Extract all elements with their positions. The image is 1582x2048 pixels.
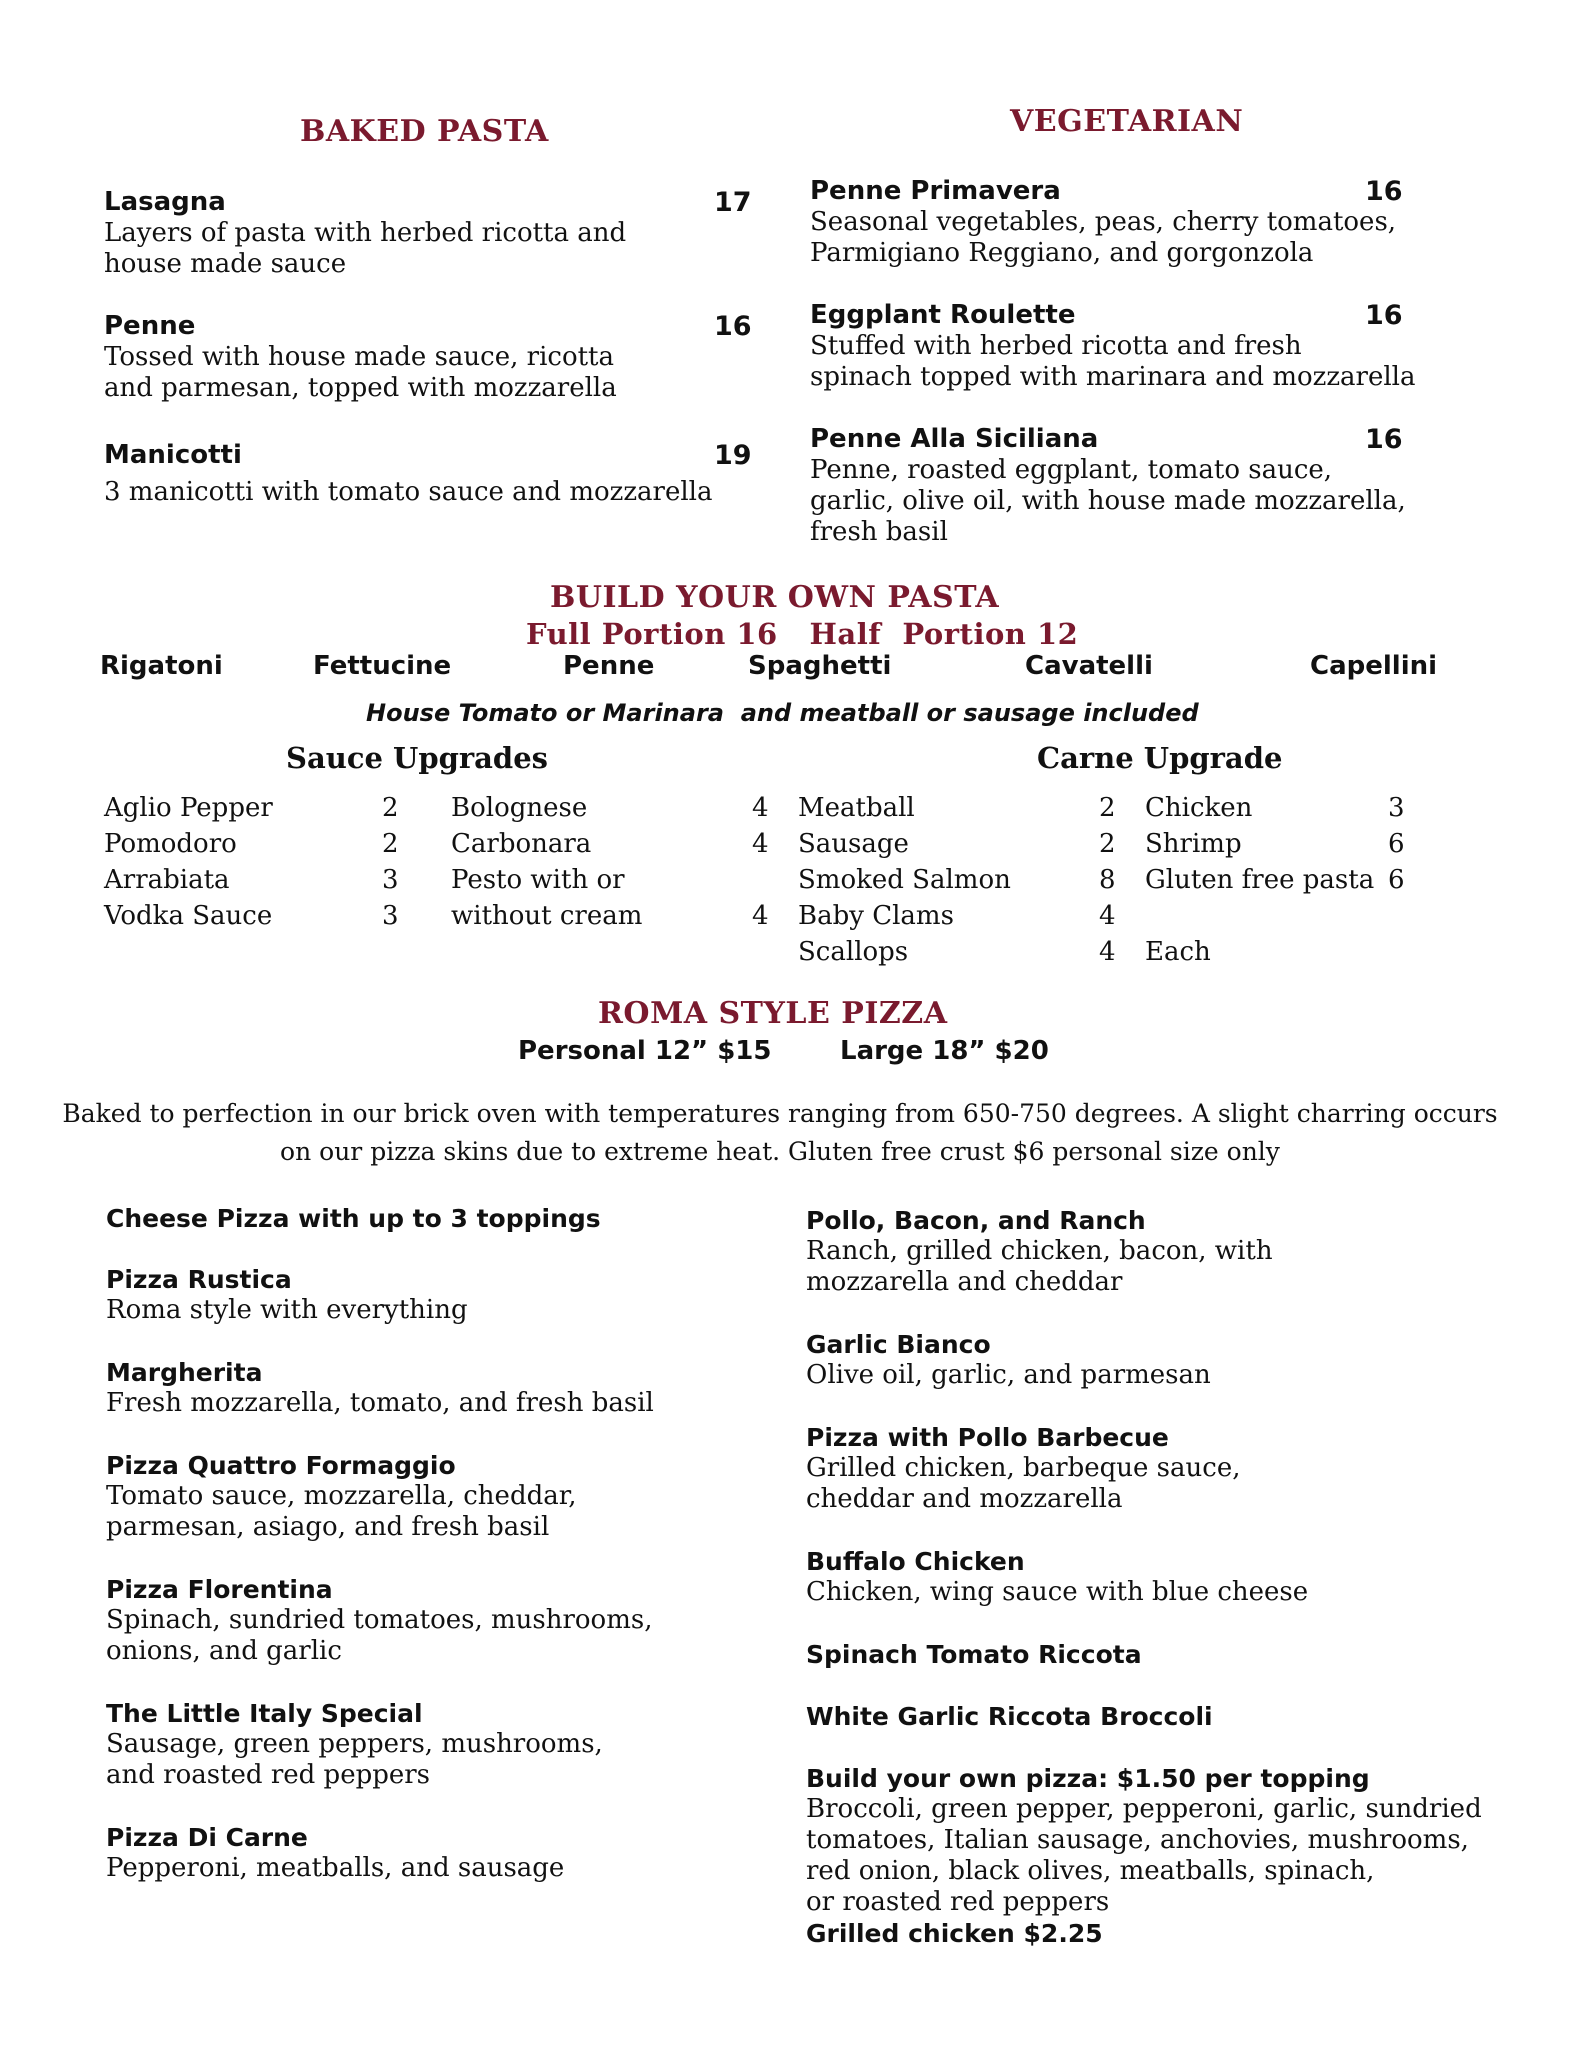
menu-item [810, 176, 1510, 269]
item-price: 16 [1365, 300, 1403, 331]
pizza-item [806, 1763, 1536, 1949]
upgrade-name: Smoked Salmon [798, 865, 1011, 895]
pizza-name: Pizza with Pollo Barbecue [806, 1423, 1169, 1452]
pizza-name: Pizza Di Carne [106, 1823, 308, 1852]
upgrade-row [798, 826, 1128, 862]
menu-item [810, 300, 1510, 393]
pizza-description: Spinach, sundried tomatoes, mushrooms, onions, and garlic [106, 1605, 653, 1666]
upgrade-row [1145, 898, 1455, 934]
pizza-name: Cheese Pizza with up to 3 toppings [106, 1204, 601, 1233]
upgrade-name: without cream [451, 901, 643, 931]
pizza-description: Grilled chicken, barbeque sauce, cheddar and mozzarella [806, 1453, 1241, 1514]
upgrade-row [104, 862, 404, 898]
upgrade-row [798, 898, 1128, 934]
build-pasta-heading: BUILD YOUR OWN PASTA [550, 580, 1000, 615]
upgrade-price: 2 [1099, 829, 1116, 859]
carne-upgrades-list [1145, 790, 1455, 970]
upgrade-name: Vodka Sauce [104, 901, 273, 931]
upgrade-row [798, 862, 1128, 898]
menu-item [104, 440, 754, 508]
upgrade-price: 3 [1388, 793, 1405, 823]
pizza-item [106, 1698, 746, 1791]
upgrade-row [451, 790, 781, 826]
carne-upgrade-heading: Carne Upgrade [1037, 741, 1283, 775]
upgrade-name: Sausage [798, 829, 909, 859]
item-price: 19 [714, 440, 752, 471]
upgrade-row [1145, 826, 1455, 862]
upgrade-price: 6 [1388, 829, 1405, 859]
upgrade-price: 6 [1388, 865, 1405, 895]
pizza-item [106, 1574, 746, 1667]
pasta-shape: Capellini [1310, 651, 1438, 681]
pizza-name: White Garlic Riccota Broccoli [806, 1702, 1213, 1731]
large-size-price: Large 18” $20 [840, 1036, 1049, 1066]
personal-size-price: Personal 12” $15 [518, 1036, 772, 1066]
upgrade-name: Chicken [1145, 793, 1253, 823]
upgrade-row [798, 790, 1128, 826]
pizza-item [806, 1329, 1526, 1391]
pizza-name: Build your own pizza: $1.50 per topping [806, 1764, 1370, 1793]
upgrade-row [104, 826, 404, 862]
pizza-name: Garlic Bianco [806, 1330, 991, 1359]
baked-pasta-heading: BAKED PASTA [300, 114, 549, 149]
upgrade-name: Pomodoro [104, 829, 237, 859]
pizza-item [806, 1701, 1526, 1732]
pizza-name: The Little Italy Special [106, 1699, 423, 1728]
item-name: Manicotti [104, 440, 242, 470]
pizza-item [806, 1639, 1526, 1670]
item-description: 3 manicotti with tomato sauce and mozzarella [104, 477, 713, 507]
item-price: 17 [714, 187, 752, 218]
pizza-name: Pizza Quattro Formaggio [106, 1451, 456, 1480]
pizza-description: Broccoli, green pepper, pepperoni, garlic, sundried tomatoes, Italian sausage, anchovies, mushrooms, red onion, black olives, meatballs, spinach, or roasted red peppers [806, 1794, 1482, 1917]
upgrade-price: 8 [1099, 865, 1116, 895]
pizza-description: Roma style with everything [106, 1295, 468, 1325]
upgrade-row [104, 898, 404, 934]
item-name: Penne Alla Siciliana [810, 424, 1099, 454]
pizza-item [806, 1422, 1526, 1515]
item-description: Penne, roasted eggplant, tomato sauce, garlic, olive oil, with house made mozzarella, fresh basil [810, 455, 1406, 547]
pasta-shape: Spaghetti [748, 651, 892, 681]
pasta-shape: Fettucine [313, 651, 452, 681]
upgrade-row [1145, 790, 1455, 826]
upgrade-name: Each [1145, 937, 1211, 967]
grilled-chicken-price: Grilled chicken $2.25 [806, 1919, 1103, 1948]
upgrade-name: Baby Clams [798, 901, 954, 931]
pizza-description: Olive oil, garlic, and parmesan [806, 1360, 1211, 1390]
upgrade-price: 4 [752, 901, 769, 931]
menu-item [810, 424, 1510, 548]
pizza-description: Chicken, wing sauce with blue cheese [806, 1577, 1309, 1607]
sauce-upgrades-list [104, 790, 404, 934]
item-price: 16 [1365, 176, 1403, 207]
vegetarian-heading: VEGETARIAN [1010, 104, 1244, 139]
pizza-description: Pepperoni, meatballs, and sausage [106, 1853, 565, 1883]
pizza-item [806, 1546, 1526, 1608]
upgrade-name: Arrabiata [104, 865, 230, 895]
pizza-heading: ROMA STYLE PIZZA [598, 996, 948, 1031]
upgrade-name: Bolognese [451, 793, 588, 823]
pizza-item [106, 1264, 746, 1326]
pizza-description: Sausage, green peppers, mushrooms, and roasted red peppers [106, 1729, 603, 1790]
pizza-name: Pollo, Bacon, and Ranch [806, 1206, 1146, 1235]
pizza-name: Margherita [106, 1358, 263, 1387]
upgrade-price: 2 [382, 829, 399, 859]
upgrade-price: 4 [1099, 937, 1116, 967]
upgrade-row [1145, 934, 1455, 970]
upgrade-price: 4 [752, 829, 769, 859]
upgrade-name: Shrimp [1145, 829, 1242, 859]
item-description: Seasonal vegetables, peas, cherry tomatoes, Parmigiano Reggiano, and gorgonzola [810, 207, 1397, 268]
upgrade-price: 4 [1099, 901, 1116, 931]
item-name: Penne Primavera [810, 176, 1061, 206]
pizza-item [106, 1822, 746, 1884]
pizza-description: Ranch, grilled chicken, bacon, with mozzarella and cheddar [806, 1236, 1273, 1297]
pizza-name: Pizza Rustica [106, 1265, 292, 1294]
pizza-description: Tomato sauce, mozzarella, cheddar, parmesan, asiago, and fresh basil [106, 1481, 577, 1542]
pizza-item [106, 1203, 746, 1234]
pizza-name: Pizza Florentina [106, 1575, 333, 1604]
pizza-intro: Baked to perfection in our brick oven with temperatures ranging from 650-750 degrees. A slight charring occurs on our pizza skins due to extreme heat. Gluten free crust $6 personal size only [62, 1099, 1498, 1166]
pasta-shape: Rigatoni [100, 651, 223, 681]
pasta-shape: Penne [563, 651, 655, 681]
upgrade-price: 2 [382, 793, 399, 823]
menu-item [104, 187, 754, 280]
upgrade-row [1145, 862, 1455, 898]
item-description: Layers of pasta with herbed ricotta and house made sauce [104, 218, 627, 279]
upgrade-price: 3 [382, 865, 399, 895]
upgrade-price: 4 [752, 793, 769, 823]
item-description: Stuffed with herbed ricotta and fresh spinach topped with marinara and mozzarella [810, 331, 1416, 392]
pizza-description: Fresh mozzarella, tomato, and fresh basil [106, 1388, 654, 1418]
item-name: Penne [104, 311, 196, 341]
portion-prices: Full Portion 16 Half Portion 12 [526, 617, 1079, 651]
upgrade-name: Scallops [798, 937, 909, 967]
upgrade-name: Carbonara [451, 829, 592, 859]
upgrade-row [451, 898, 781, 934]
pizza-item [106, 1357, 746, 1419]
item-name: Eggplant Roulette [810, 300, 1076, 330]
included-note: House Tomato or Marinara and meatball or sausage included [366, 699, 1199, 727]
item-name: Lasagna [104, 187, 226, 217]
upgrade-row [451, 826, 781, 862]
sauce-upgrades-list [451, 790, 781, 934]
upgrade-row [104, 790, 404, 826]
upgrade-row [451, 862, 781, 898]
menu-item [104, 311, 754, 404]
pizza-item [106, 1450, 746, 1543]
pizza-item [806, 1205, 1526, 1298]
item-price: 16 [714, 311, 752, 342]
upgrade-price: 3 [382, 901, 399, 931]
pizza-name: Buffalo Chicken [806, 1547, 1025, 1576]
upgrade-name: Aglio Pepper [104, 793, 273, 823]
item-description: Tossed with house made sauce, ricotta and parmesan, topped with mozzarella [104, 342, 617, 403]
upgrade-row [798, 934, 1128, 970]
upgrade-name: Gluten free pasta [1145, 865, 1375, 895]
upgrade-name: Pesto with or [451, 865, 625, 895]
upgrade-price: 2 [1099, 793, 1116, 823]
pizza-name: Spinach Tomato Riccota [806, 1640, 1142, 1669]
pasta-shape: Cavatelli [1025, 651, 1153, 681]
item-price: 16 [1365, 424, 1403, 455]
carne-upgrades-list [798, 790, 1128, 970]
sauce-upgrades-heading: Sauce Upgrades [286, 741, 548, 775]
upgrade-name: Meatball [798, 793, 915, 823]
